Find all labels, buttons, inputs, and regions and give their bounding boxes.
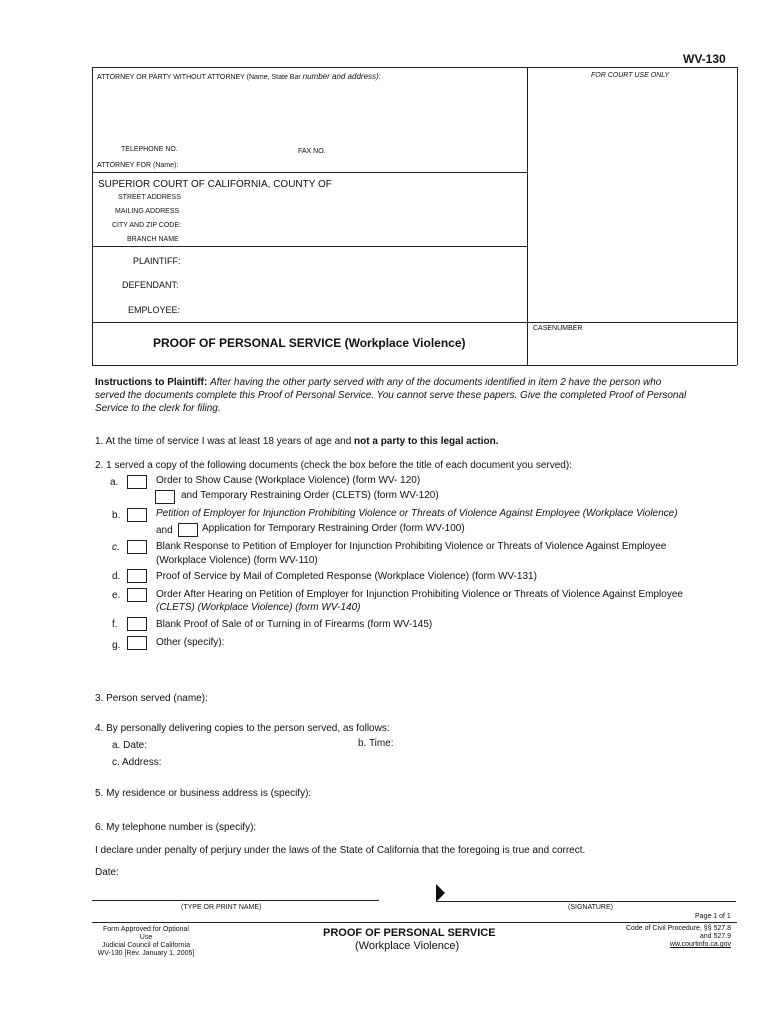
item-2b2-checkbox[interactable] [178,523,198,537]
item-2a-letter: a. [110,477,119,488]
form-approval: Form Approved for Optional Use Judicial Council of California WV-130 [Rev. January 1, 2005] [97,926,195,957]
item-2b-checkbox[interactable] [127,508,147,522]
item-2c-text: Blank Response to Petition of Employer for Injunction Prohibiting Violence or Threats of Violence Against Employee [156,541,667,552]
plaintiff-label: PLAINTIFF: [133,256,181,266]
item-2e-text: Order After Hearing on Petition of Employer for Injunction Prohibiting Violence or Threats of Violence Against Employee [156,589,683,600]
item-2c-letter: c. [112,542,120,553]
attorney-label: ATTORNEY OR PARTY WITHOUT ATTORNEY (Name, State Bar number and address): [97,72,381,81]
branch-name-label: BRANCH NAME [127,236,179,243]
fax-label: FAX NO. [298,148,326,155]
item-2a-checkbox[interactable] [127,475,147,489]
item-2e-letter: e. [112,590,121,601]
item-5: 5. My residence or business address is (specify): [95,788,312,799]
item-2c-text-2: (Workplace Violence) (form WV-110) [156,555,318,566]
mailing-address-label: MAILING ADDRESS [115,208,180,215]
date-input[interactable] [152,739,342,753]
case-number-label: CASENUMBER [533,325,583,332]
code-citation: Code of Civil Procedure, §§ 527.8 and 527.9 ww.courtinfo.ca.gov [600,925,731,949]
item-6: 6. My telephone number is (specify): [95,822,257,833]
signature-input[interactable] [450,884,730,898]
instructions: Instructions to Plaintiff: After having the other party served with any of the documents identified in item 2 have the person who served the documents complete this Proof of Personal Service. You cannot serve these papers. Give the completed Proof of Personal Service to the clerk for filing. [95,377,687,414]
item-2e-checkbox[interactable] [127,588,147,602]
item-2f-text: Blank Proof of Sale of or Turning in of Firearms (form WV-145) [156,619,433,630]
item-2a2-text: and Temporary Restraining Order (CLETS) (form WV-120) [181,490,439,501]
residence-address-input[interactable] [325,787,730,801]
item-2b-text: Petition of Employer for Injunction Prohibiting Violence or Threats of Violence Against Employee (Workplace Violence) [156,508,678,519]
item-2d-checkbox[interactable] [127,569,147,583]
attorney-for-label: ATTORNEY FOR (Name): [97,162,179,169]
telephone-input[interactable] [270,821,730,835]
item-4b-time: b. Time: [358,738,394,749]
telephone-label: TELEPHONE NO. [121,146,178,153]
print-name-label: (TYPE OR PRINT NAME) [181,904,262,911]
item-2-intro: 2. 1 served a copy of the following documents (check the box before the title of each document you served): [95,460,572,471]
item-2g-input[interactable] [230,636,730,650]
declaration: I declare under penalty of perjury under the laws of the State of California that the foregoing is true and correct. [95,845,586,856]
item-2f-letter: f. [112,619,118,630]
item-2e-text-2: (CLETS) (Workplace Violence) (form WV-140) [156,602,361,613]
arrow-marker-icon [436,884,445,902]
case-number-input[interactable] [533,338,731,358]
item-4a-date: a. Date: [112,740,148,751]
street-address-label: STREET ADDRESS [118,194,181,201]
item-3: 3. Person served (name): [95,693,208,704]
employee-label: EMPLOYEE: [128,305,181,315]
footer-subtitle: (Workplace Violence) [355,940,460,952]
item-2b-letter: b. [112,510,121,521]
court-use-label: FOR COURT USE ONLY [591,72,670,79]
item-2b2-text: Application for Temporary Restraining Order (form WV-100) [202,523,465,534]
item-2b-and: and [156,525,173,536]
date-label: Date: [95,867,119,878]
item-2c-checkbox[interactable] [127,540,147,554]
attorney-name-input[interactable] [97,86,517,136]
item-2g-checkbox[interactable] [127,636,147,650]
footer-title: PROOF OF PERSONAL SERVICE [323,927,496,939]
court-name-label: SUPERIOR COURT OF CALIFORNIA, COUNTY OF [98,179,332,190]
time-input[interactable] [400,737,600,751]
item-4-intro: 4. By personally delivering copies to the person served, as follows: [95,723,390,734]
item-4c-address: c. Address: [112,757,162,768]
page-number: Page 1 of 1 [695,913,731,920]
item-2d-text: Proof of Service by Mail of Completed Response (Workplace Violence) (form WV-131) [156,571,537,582]
item-2g-letter: g. [112,640,121,651]
courtinfo-link[interactable]: ww.courtinfo.ca.gov [669,941,731,948]
item-2d-letter: d. [112,571,121,582]
item-2f-checkbox[interactable] [127,617,147,631]
print-name-input[interactable] [97,884,377,898]
form-id: WV-130 [683,52,726,66]
signature-label: (SIGNATURE) [568,904,613,911]
declaration-date-input[interactable] [125,866,375,880]
address-input[interactable] [168,756,728,770]
item-1: 1. At the time of service I was at least 18 years of age and not a party to this legal action. [95,436,499,447]
person-served-input[interactable] [220,692,730,706]
item-2g-text: Other (specify): [156,637,225,648]
item-2a2-checkbox[interactable] [155,490,175,504]
city-zip-label: CITY AND ZIP CODE: [112,222,181,229]
defendant-label: DEFENDANT: [122,280,179,290]
item-2a-text: Order to Show Cause (Workplace Violence) (form WV- 120) [156,475,421,486]
form-title: PROOF OF PERSONAL SERVICE (Workplace Violence) [153,336,466,350]
